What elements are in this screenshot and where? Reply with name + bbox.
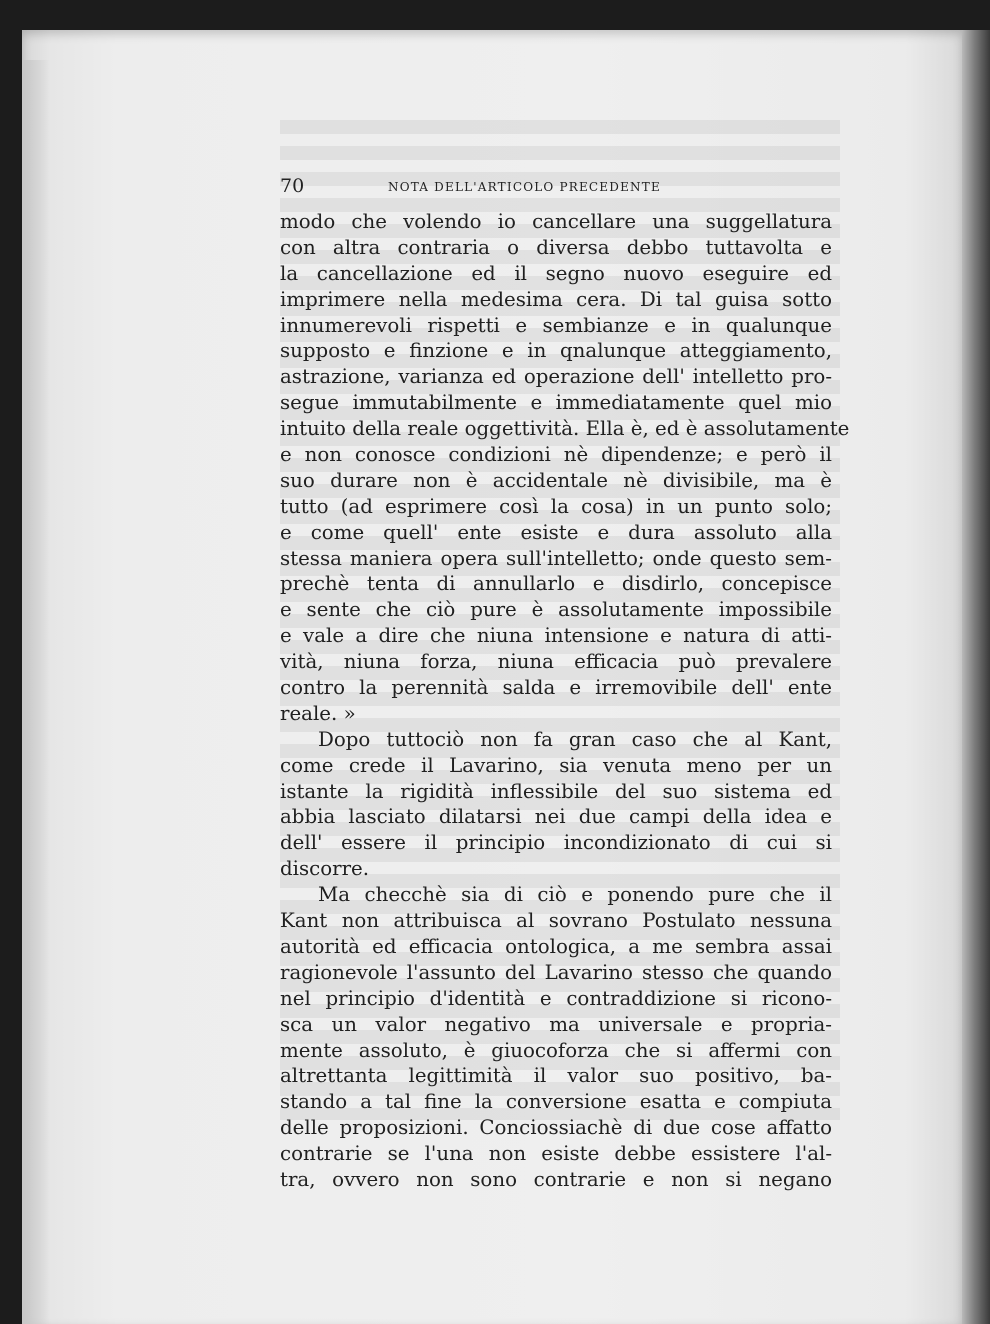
text-line: e non conosce condizioni nè dipendenze; e però il [280, 443, 832, 467]
text-line: tutto (ad esprimere così la cosa) in un punto solo; [280, 494, 832, 518]
text-line: con altra contraria o diversa debbo tuttavolta e [280, 235, 832, 259]
text-line: tra, ovvero non sono contrarie e non si negano [280, 1167, 832, 1191]
text-line: intuito della reale oggettività. Ella è, ed è assolutamente [280, 417, 850, 441]
paragraph-first-line: Dopo tuttociò non fa gran caso che al Kant, [318, 727, 832, 751]
text-line: autorità ed efficacia ontologica, a me sembra assai [280, 934, 832, 958]
text-line: imprimere nella medesima cera. Di tal guisa sotto [280, 287, 832, 311]
text-line: stando a tal fine la conversione esatta e compiuta [280, 1090, 832, 1114]
body-text [280, 209, 850, 1193]
text-line: abbia lasciato dilatarsi nei due campi della idea e [280, 805, 832, 829]
text-line: segue immutabilmente e immediatamente quel mio [280, 391, 832, 415]
text-line: discorre. [280, 857, 370, 881]
text-line: sca un valor negativo ma universale e propria- [280, 1012, 832, 1036]
text-line: Kant non attribuisca al sovrano Postulato nessuna [280, 909, 832, 933]
running-title: NOTA DELL'ARTICOLO PRECEDENTE [388, 180, 661, 194]
text-line: vità, niuna forza, niuna efficacia può prevalere [280, 650, 832, 674]
page-number: 70 [280, 175, 305, 197]
text-line: innumerevoli rispetti e sembianze e in qualunque [280, 313, 832, 337]
text-line: delle proposizioni. Conciossiachè di due cose affatto [280, 1116, 832, 1140]
text-line: altrettanta legittimità il valor suo positivo, ba- [280, 1064, 832, 1088]
paragraph-first-line: Ma checchè sia di ciò e ponendo pure che il [318, 883, 832, 907]
text-line: e come quell' ente esiste e dura assoluto alla [280, 520, 832, 544]
text-line: ragionevole l'assunto del Lavarino stesso che quando [280, 960, 832, 984]
text-line: mente assoluto, è giuocoforza che si affermi con [280, 1038, 832, 1062]
text-line: suo durare non è accidentale nè divisibile, ma è [280, 468, 832, 492]
text-line: stessa maniera opera sull'intelletto; onde questo sem- [280, 546, 832, 570]
text-line: reale. » [280, 701, 356, 725]
page-header [280, 174, 832, 198]
book-edge [962, 30, 990, 1324]
text-line: supposto e finzione e in qnalunque atteggiamento, [280, 339, 832, 363]
text-line: e sente che ciò pure è assolutamente impossibile [280, 598, 832, 622]
text-line: dell' essere il principio incondizionato di cui si [280, 831, 832, 855]
text-line: istante la rigidità inflessibile del suo sistema ed [280, 779, 832, 803]
text-line: contrarie se l'una non esiste debbe essistere l'al- [280, 1142, 832, 1166]
text-line: come crede il Lavarino, sia venuta meno per un [280, 753, 832, 777]
text-line: nel principio d'identità e contraddizione si ricono- [280, 986, 832, 1010]
text-line: e vale a dire che niuna intensione e natura di atti- [280, 624, 832, 648]
text-line: modo che volendo io cancellare una suggellatura [280, 210, 832, 233]
text-line: prechè tenta di annullarlo e disdirlo, concepisce [280, 572, 832, 596]
page-gutter-shadow [22, 60, 50, 1324]
text-line: contro la perennità salda e irremovibile dell' ente [280, 676, 832, 700]
text-line: la cancellazione ed il segno nuovo eseguire ed [280, 261, 832, 285]
text-line: astrazione, varianza ed operazione dell' intelletto pro- [280, 365, 832, 389]
